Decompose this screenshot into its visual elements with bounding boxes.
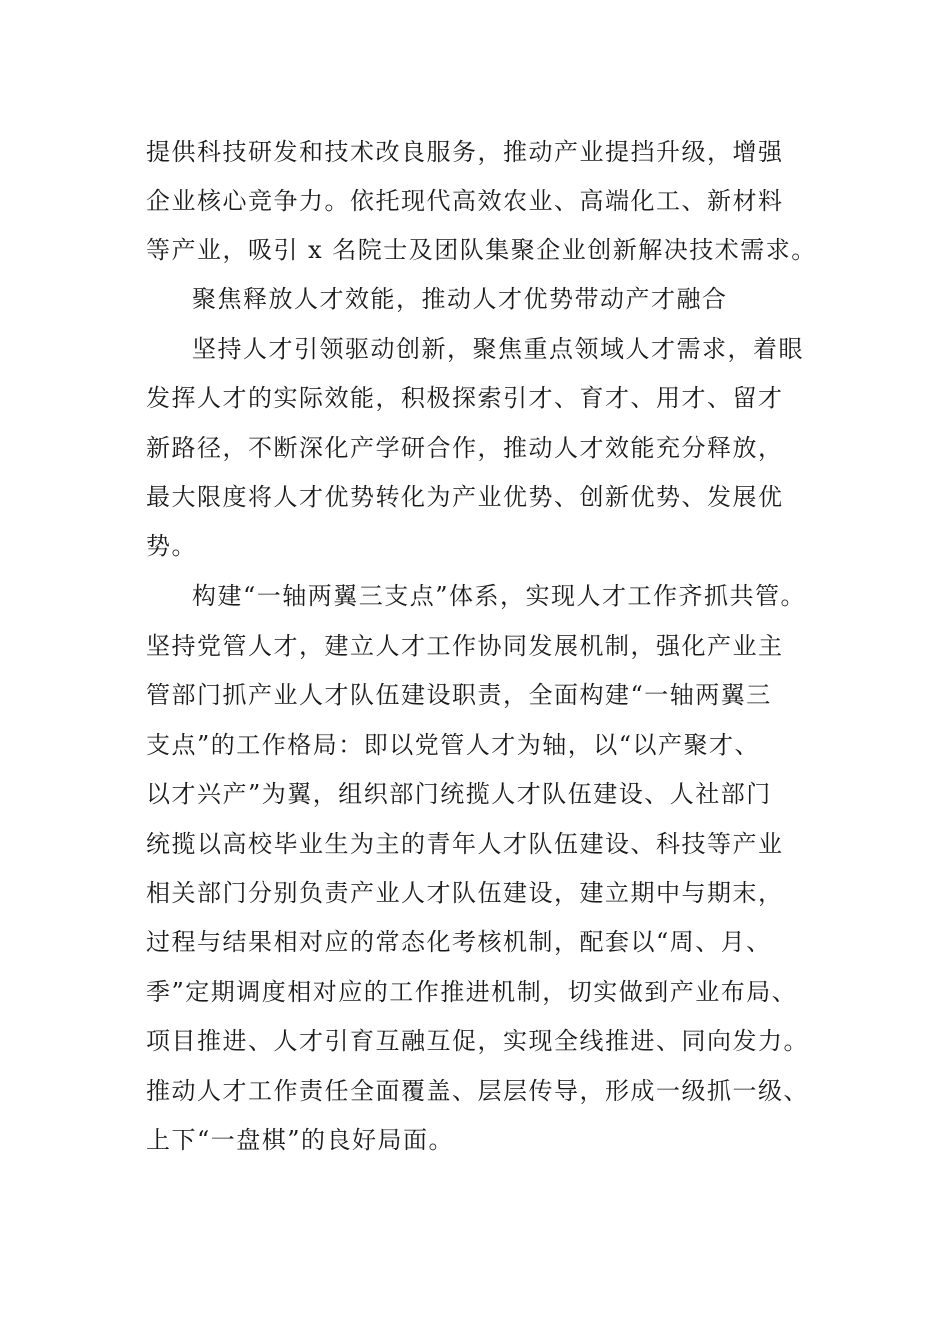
text-line: 推动人才工作责任全面覆盖、层层传导，形成一级抓一级、 [146, 1077, 809, 1105]
text-line: 过程与结果相对应的常态化考核机制，配套以“周、月、 [146, 928, 772, 956]
text-line: 构建“一轴两翼三支点”体系，实现人才工作齐抓共管。 [192, 582, 807, 610]
section-heading: 聚焦释放人才效能，推动人才优势带动产才融合 [192, 285, 728, 313]
text-line: 相关部门分别负责产业人才队伍建设，建立期中与期末， [146, 879, 784, 907]
text-line: 管部门抓产业人才队伍建设职责，全面构建“一轴两翼三 [146, 681, 772, 709]
text-line: 上下“一盘棋”的良好局面。 [146, 1126, 455, 1154]
text-line: 新路径，不断深化产学研合作，推动人才效能充分释放， [146, 434, 784, 462]
text-line: 提供科技研发和技术改良服务，推动产业提挡升级，增强 [146, 138, 784, 166]
text-line: 统揽以高校毕业生为主的青年人才队伍建设、科技等产业 [146, 830, 784, 858]
text-line: 项目推进、人才引育互融互促，实现全线推进、同向发力。 [146, 1027, 809, 1055]
text-line: 企业核心竞争力。依托现代高效农业、高端化工、新材料 [146, 187, 784, 215]
text-line: 等产业，吸引 x 名院士及团队集聚企业创新解决技术需求。 [146, 236, 817, 264]
text-line: 坚持党管人才，建立人才工作协同发展机制，强化产业主 [146, 632, 784, 660]
text-line: 支点”的工作格局：即以党管人才为轴，以“以产聚才、 [146, 731, 761, 759]
text-line: 以才兴产”为翼，组织部门统揽人才队伍建设、人社部门 [146, 780, 772, 808]
text-line: 势。 [146, 532, 197, 560]
text-line: 季”定期调度相对应的工作推进机制，切实做到产业布局、 [146, 978, 798, 1006]
text-line: 发挥人才的实际效能，积极探索引才、育才、用才、留才 [146, 384, 784, 412]
text-line: 坚持人才引领驱动创新，聚焦重点领域人才需求，着眼 [192, 335, 804, 363]
text-line: 最大限度将人才优势转化为产业优势、创新优势、发展优 [146, 483, 784, 511]
